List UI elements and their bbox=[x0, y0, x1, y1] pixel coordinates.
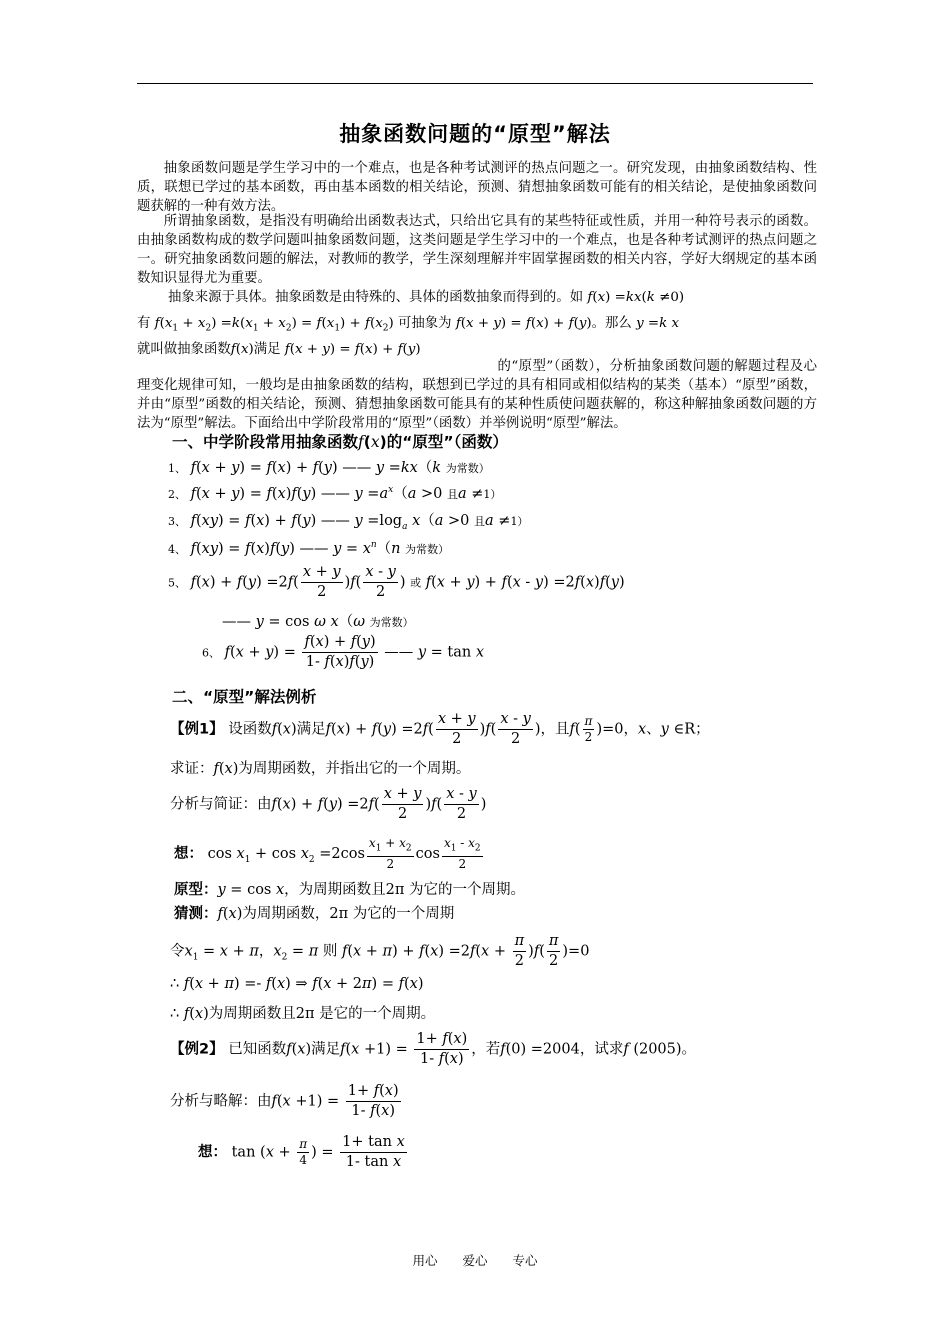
intro-paragraph-2: 所谓抽象函数，是指没有明确给出函数表达式，只给出它具有的某些特征或性质，并用一种符号表示的函数。由抽象函数构成的数学问题叫抽象函数问题，这类问题是学生学习中的一个难点，也是各种考试测评的热点问题之一。研究抽象函数问题的解法，对教师的教学，学生深刻理解并牢固掌握函数的相关内容，学好大纲规定的基本函数知识显得尤为重要。 bbox=[137, 214, 817, 286]
prototype-item-5: 5、 f(x) + f(y) =2f( $\frac{x + y}{2}$ )f( $\frac{x - y}{2}$ ) 或 f(x + y) + f(x - y) =2f(x)f(y) bbox=[168, 564, 625, 600]
section-2-heading: 二、“原型”解法例析 bbox=[172, 688, 317, 706]
example-2-think: 想： tan (x + $\frac{\pi}{4}$ ) = $\frac{\text{1+ tan x}}{\text{1- tan x}}$ bbox=[198, 1134, 405, 1170]
example-1-think: 想： $\cos x_1 + \cos x_2 =2\cos$ $\frac{x_1 + x_2}{2}$ cos $\frac{x_1 - x_2}{2}$ bbox=[174, 836, 481, 872]
page-footer: 用心 爱心 专心 bbox=[412, 1253, 538, 1268]
example-2-statement: 【例2】 已知函数f(x)满足f(x +1) = $\frac{1+ f(x)}{1- f(x)}$ ，若f(0) =2004，试求f (2005)。 bbox=[170, 1031, 697, 1067]
example-1-statement: 【例1】 设函数f(x)满足f(x) + f(y) =2f( $\frac{x + y}{2}$ )f( $\frac{x - y}{2}$ )，且f( $\frac{\pi}{2}$ )=0，x、y ∈R； bbox=[170, 711, 710, 747]
prototype-item-1: 1、 f(x + y) = f(x) + f(y) —— y =kx（k 为常数） bbox=[168, 460, 490, 476]
example-1-analysis: 分析与简证：由f(x) + f(y) =2f( $\frac{x + y}{2}$ )f( $\frac{x - y}{2}$ ) bbox=[170, 786, 487, 822]
prototype-item-3: 3、 f(xy) = f(x) + f(y) —— $y =\log_a$ x（a >0 且a ≠1） bbox=[168, 513, 529, 532]
page-title: 抽象函数问题的“原型”解法 bbox=[339, 122, 611, 146]
example-1-conclusion: ∴ f(x)为周期函数且2π 是它的一个周期。 bbox=[170, 1006, 436, 1022]
intro-line-2: 有 $f(x_1 + x_2) =k(x_1 + x_2) = f(x_1) + f(x_2)$ 可抽象为 f(x + y) = f(x) + f(y)。那么 y =k x bbox=[137, 316, 680, 334]
example-1-step: ∴ f(x + π) =- f(x) ⇒ f(x + 2π) = f(x) bbox=[170, 976, 424, 992]
example-1-prototype: 原型：y = cos x，为周期函数且2π 为它的一个周期。 bbox=[174, 882, 526, 898]
example-1-substitution: 令$x_1 = x + \pi$，$x_2 = \pi$ 则 f(x + π) + f(x) =2f(x + $\frac{\pi}{2}$ )f( $\frac{\pi}{2}$ )=0 bbox=[170, 933, 590, 969]
prototype-item-4: 4、 f(xy) = f(x)f(y) —— $y = x^n(n$ 为常数） bbox=[168, 540, 450, 557]
prototype-item-5-result: —— y = cos ω x（ω 为常数） bbox=[222, 614, 414, 630]
example-1-guess: 猜测：f(x)为周期函数，2π 为它的一个周期 bbox=[174, 906, 455, 922]
intro-paragraph-4: 的“原型”（函数），分析抽象函数问题的解题过程及心理变化规律可知，一般均是由抽象函数的结构，联想到已学过的具有相同或相似结构的某类（基本）“原型”函数，并由“原型”函数的相关结论，预测、猜想抽象函数可能具有的某种性质使问题获解的，称这种解抽象函数问题的方法为“原型”解法。下面给出中学阶段常用的“原型”（函数）并举例说明“原型”解法。 bbox=[137, 359, 817, 431]
header-rule bbox=[137, 83, 813, 84]
example-2-analysis: 分析与略解：由f(x +1) = $\frac{1+ f(x)}{1- f(x)}$ bbox=[170, 1083, 399, 1119]
example-1-prove: 求证：f(x)为周期函数，并指出它的一个周期。 bbox=[170, 761, 471, 777]
intro-line-1: 抽象来源于具体。抽象函数是由特殊的、具体的函数抽象而得到的。如 f(x) =kx(k ≠0) bbox=[168, 290, 685, 305]
prototype-item-6: 6、 f(x + y) = $\frac{f(x) + f(y)}{1- f(x)f(y)}$ —— y = tan x bbox=[202, 634, 485, 670]
prototype-item-2: 2、 f(x + y) = f(x)f(y) —— $y =a^x(a >0$ 且a ≠1） bbox=[168, 485, 502, 502]
section-1-heading: 一、中学阶段常用抽象函数f(x)的“原型”（函数） bbox=[172, 433, 508, 451]
intro-line-3: 就叫做抽象函数f(x)满足 f(x + y) = f(x) + f(y) bbox=[137, 342, 421, 357]
intro-paragraph-1: 抽象函数问题是学生学习中的一个难点，也是各种考试测评的热点问题之一。研究发现，由抽象函数结构、性质，联想已学过的基本函数，再由基本函数的相关结论，预测、猜想抽象函数可能有的相关结论，是使抽象函数问题获解的一种有效方法。 bbox=[137, 161, 817, 214]
